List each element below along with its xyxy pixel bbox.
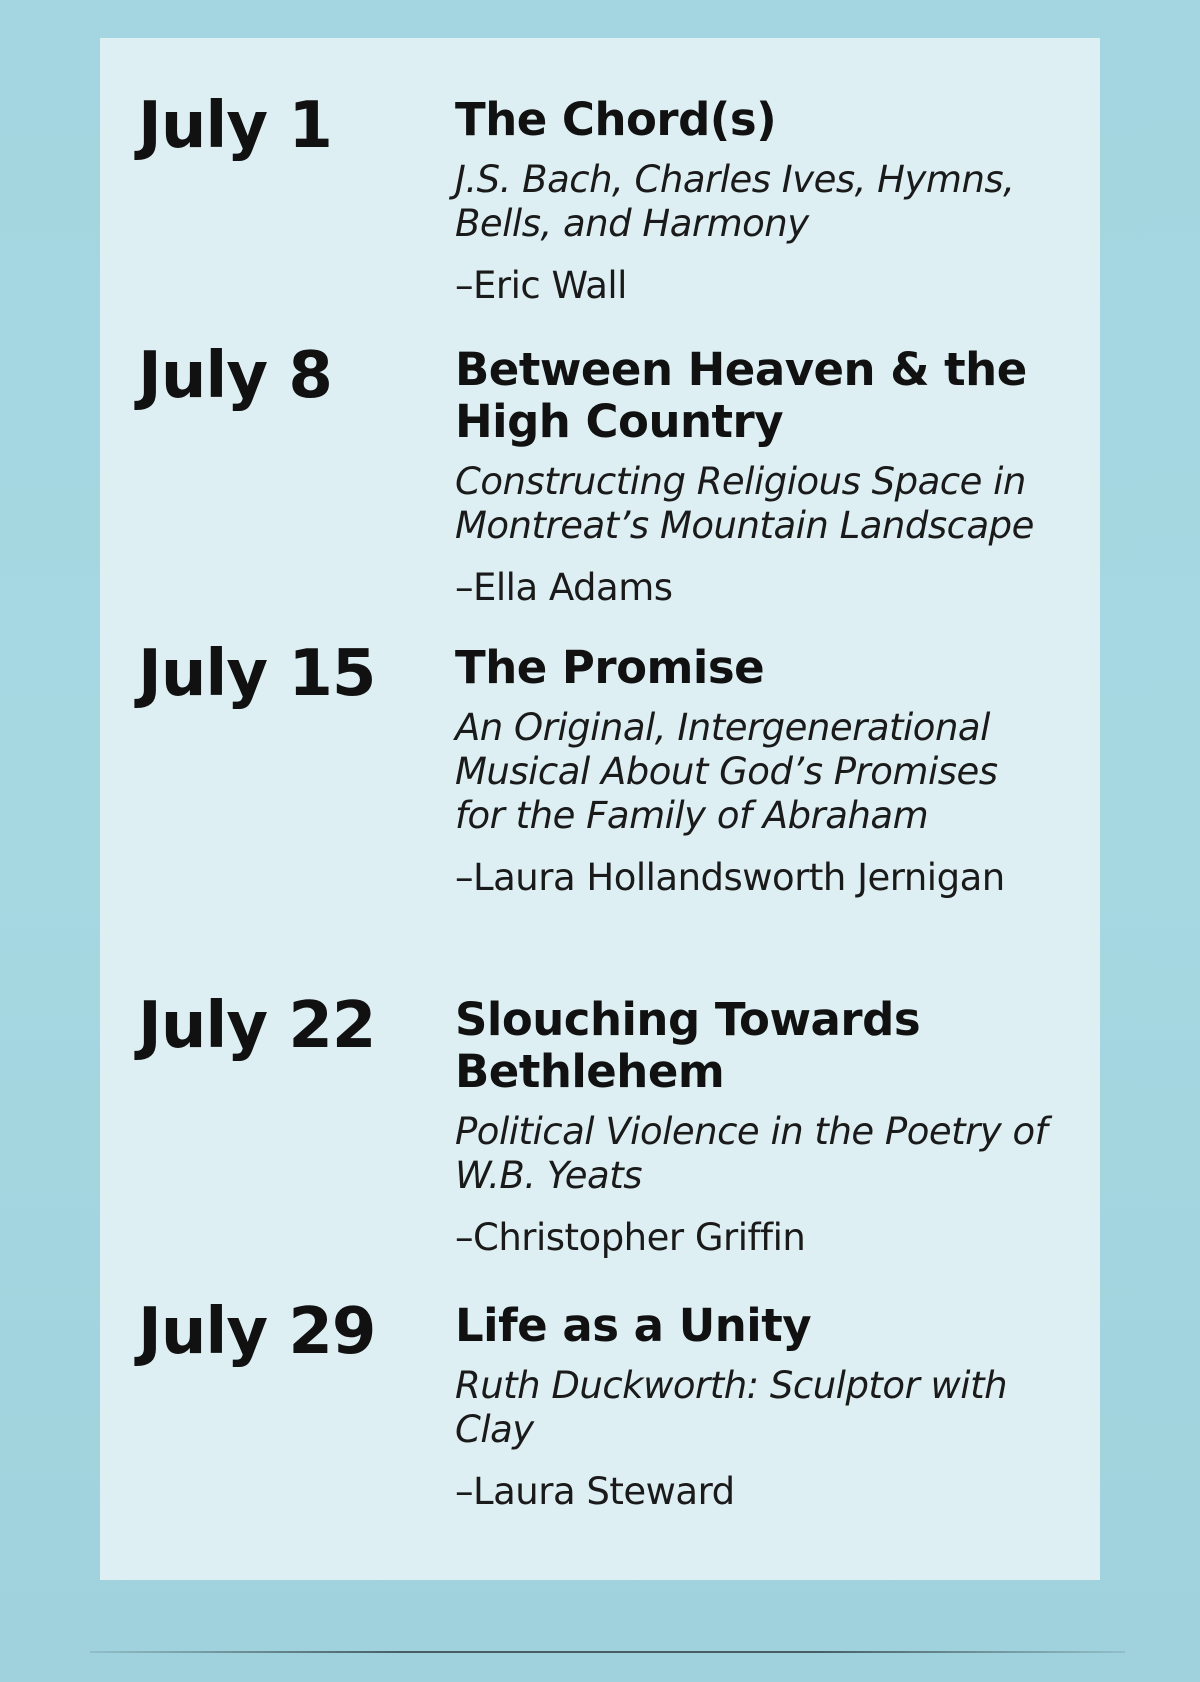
event-date: July 8 [138,339,332,413]
event-title: The Chord(s) [455,93,777,146]
event-details [455,94,1055,312]
event-subtitle: J.S. Bach, Charles Ives, Hymns, Bells, and Harmony [455,158,1015,245]
event-subtitle: Ruth Duckworth: Sculptor with Clay [455,1364,1008,1451]
event-date: July 22 [138,989,376,1063]
event-author: –Laura Hollandsworth Jernigan [455,856,1005,899]
event-author: –Eric Wall [455,264,627,307]
event-subtitle: An Original, Intergenerational Musical About God’s Promises for the Family of Abraham [455,706,998,837]
event-date: July 1 [138,89,332,163]
event-subtitle: Political Violence in the Poetry of W.B. Yeats [455,1110,1048,1197]
event-details [455,642,1055,904]
event-date: July 29 [138,1295,376,1369]
event-title: Slouching Towards Bethlehem [455,993,921,1098]
event-title: Life as a Unity [455,1299,812,1352]
event-date: July 15 [138,637,376,711]
event-author: –Christopher Griffin [455,1216,806,1259]
schedule-panel [100,38,1100,1580]
event-details [455,994,1055,1264]
event-title: Between Heaven & the High Country [455,343,1027,448]
event-subtitle: Constructing Religious Space in Montreat’s Mountain Landscape [455,460,1034,547]
event-author: –Laura Steward [455,1470,735,1513]
event-details [455,344,1055,614]
event-details [455,1300,1055,1518]
bottom-divider [90,1651,1125,1653]
event-title: The Promise [455,641,765,694]
event-author: –Ella Adams [455,566,673,609]
